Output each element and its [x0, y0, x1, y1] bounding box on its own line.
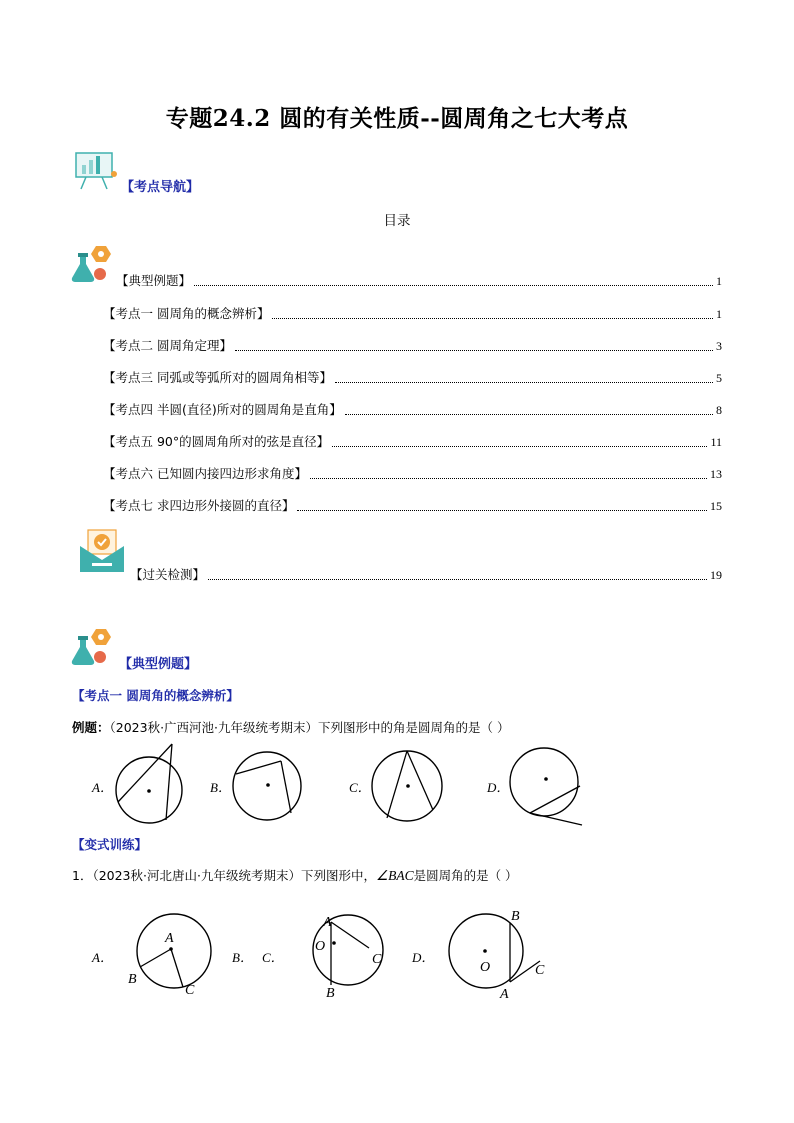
toc-leader — [297, 510, 707, 511]
toc-item[interactable] — [103, 464, 722, 482]
figure-q1-option-c — [310, 908, 390, 1004]
toc-page: 19 — [710, 568, 722, 582]
option-label: B． — [210, 780, 231, 795]
point-label-c: C — [372, 952, 382, 967]
chemistry-flask-icon — [70, 244, 116, 284]
toc-item[interactable] — [103, 336, 722, 354]
point-label-b: B — [326, 986, 335, 1001]
toc-label: 【考点一 圆周角的概念辨析】 — [103, 306, 270, 321]
toc-page: 15 — [710, 499, 722, 513]
angle-symbol: ∠BAC — [375, 868, 414, 883]
option-label: C． — [349, 780, 371, 795]
option-label: A． — [92, 780, 113, 795]
question-text: （2023秋·河北唐山·九年级统考期末）下列图形中， — [92, 868, 376, 883]
toc-label: 【考点七 求四边形外接圆的直径】 — [103, 498, 295, 513]
nav-heading: 【考点导航】 — [121, 180, 200, 195]
figure-option-b — [228, 748, 308, 824]
toc-leader — [194, 285, 713, 286]
toc-title: 目录 — [383, 213, 411, 229]
toc-label: 【考点二 圆周角定理】 — [103, 338, 232, 353]
toc-item[interactable] — [103, 400, 722, 418]
question-1 — [72, 866, 518, 884]
figure-option-a — [110, 742, 190, 824]
toc-leader — [310, 478, 707, 479]
section-heading: 【典型例题】 — [119, 657, 198, 672]
toc-leader — [235, 350, 713, 351]
toc-page: 1 — [716, 274, 722, 288]
toc-label: 【考点六 已知圆内接四边形求角度】 — [103, 466, 307, 481]
toc-page: 5 — [716, 371, 722, 385]
chemistry-flask-icon — [70, 627, 116, 667]
envelope-check-icon — [78, 528, 126, 574]
presentation-board-icon — [74, 150, 120, 190]
point-label-b: B — [128, 972, 137, 987]
point-label-c: C — [535, 963, 545, 978]
toc-label: 【过关检测】 — [130, 567, 206, 582]
point-label-c: C — [185, 983, 195, 998]
option-label: B． — [232, 950, 253, 965]
toc-leader — [272, 318, 713, 319]
figure-q1-option-d — [440, 903, 550, 1003]
toc-label: 【考点四 半圆(直径)所对的圆周角是直角】 — [103, 402, 342, 417]
toc-leader — [335, 382, 713, 383]
toc-item[interactable] — [103, 304, 722, 322]
practice-heading: 【变式训练】 — [72, 837, 148, 852]
option-label: C． — [262, 950, 284, 965]
point-label-a: A — [323, 915, 332, 930]
toc-item[interactable] — [103, 432, 722, 450]
toc-leader — [332, 446, 707, 447]
question-text: 是圆周角的是（ ） — [413, 868, 518, 883]
page-title: 专题24.2 圆的有关性质--圆周角之七大考点 — [165, 105, 629, 132]
point-label-b: B — [511, 909, 520, 924]
option-label: D． — [487, 780, 510, 795]
point-label-a: A — [165, 931, 174, 946]
toc-item[interactable] — [103, 368, 722, 386]
toc-label: 【考点三 同弧或等弧所对的圆周角相等】 — [103, 370, 332, 385]
example-question — [72, 718, 510, 736]
figure-option-c — [368, 746, 448, 826]
toc-page: 1 — [716, 307, 722, 321]
option-label: A． — [92, 950, 113, 965]
point-label-o: O — [480, 960, 491, 975]
toc-page: 13 — [710, 467, 722, 481]
toc-leader — [345, 414, 713, 415]
example-text: （2023秋·广西河池·九年级统考期末）下列图形中的角是圆周角的是（ ） — [109, 720, 510, 735]
toc-page: 8 — [716, 403, 722, 417]
figure-q1-option-a — [122, 905, 222, 1001]
topic-heading: 【考点一 圆周角的概念辨析】 — [72, 688, 239, 703]
toc-page: 3 — [716, 339, 722, 353]
question-number: 1． — [72, 868, 93, 883]
toc-page: 11 — [710, 435, 722, 449]
toc-item[interactable] — [103, 496, 722, 514]
toc-leader — [208, 579, 707, 580]
point-label-o: O — [315, 939, 326, 954]
toc-label: 【典型例题】 — [116, 273, 192, 288]
toc-label: 【考点五 90°的圆周角所对的弦是直径】 — [103, 434, 330, 449]
figure-option-d — [506, 744, 588, 828]
point-label-a: A — [500, 987, 509, 1002]
toc-item[interactable] — [130, 565, 722, 583]
toc-item[interactable] — [116, 271, 722, 289]
option-label: D． — [412, 950, 435, 965]
example-prefix: 例题： — [72, 720, 110, 735]
